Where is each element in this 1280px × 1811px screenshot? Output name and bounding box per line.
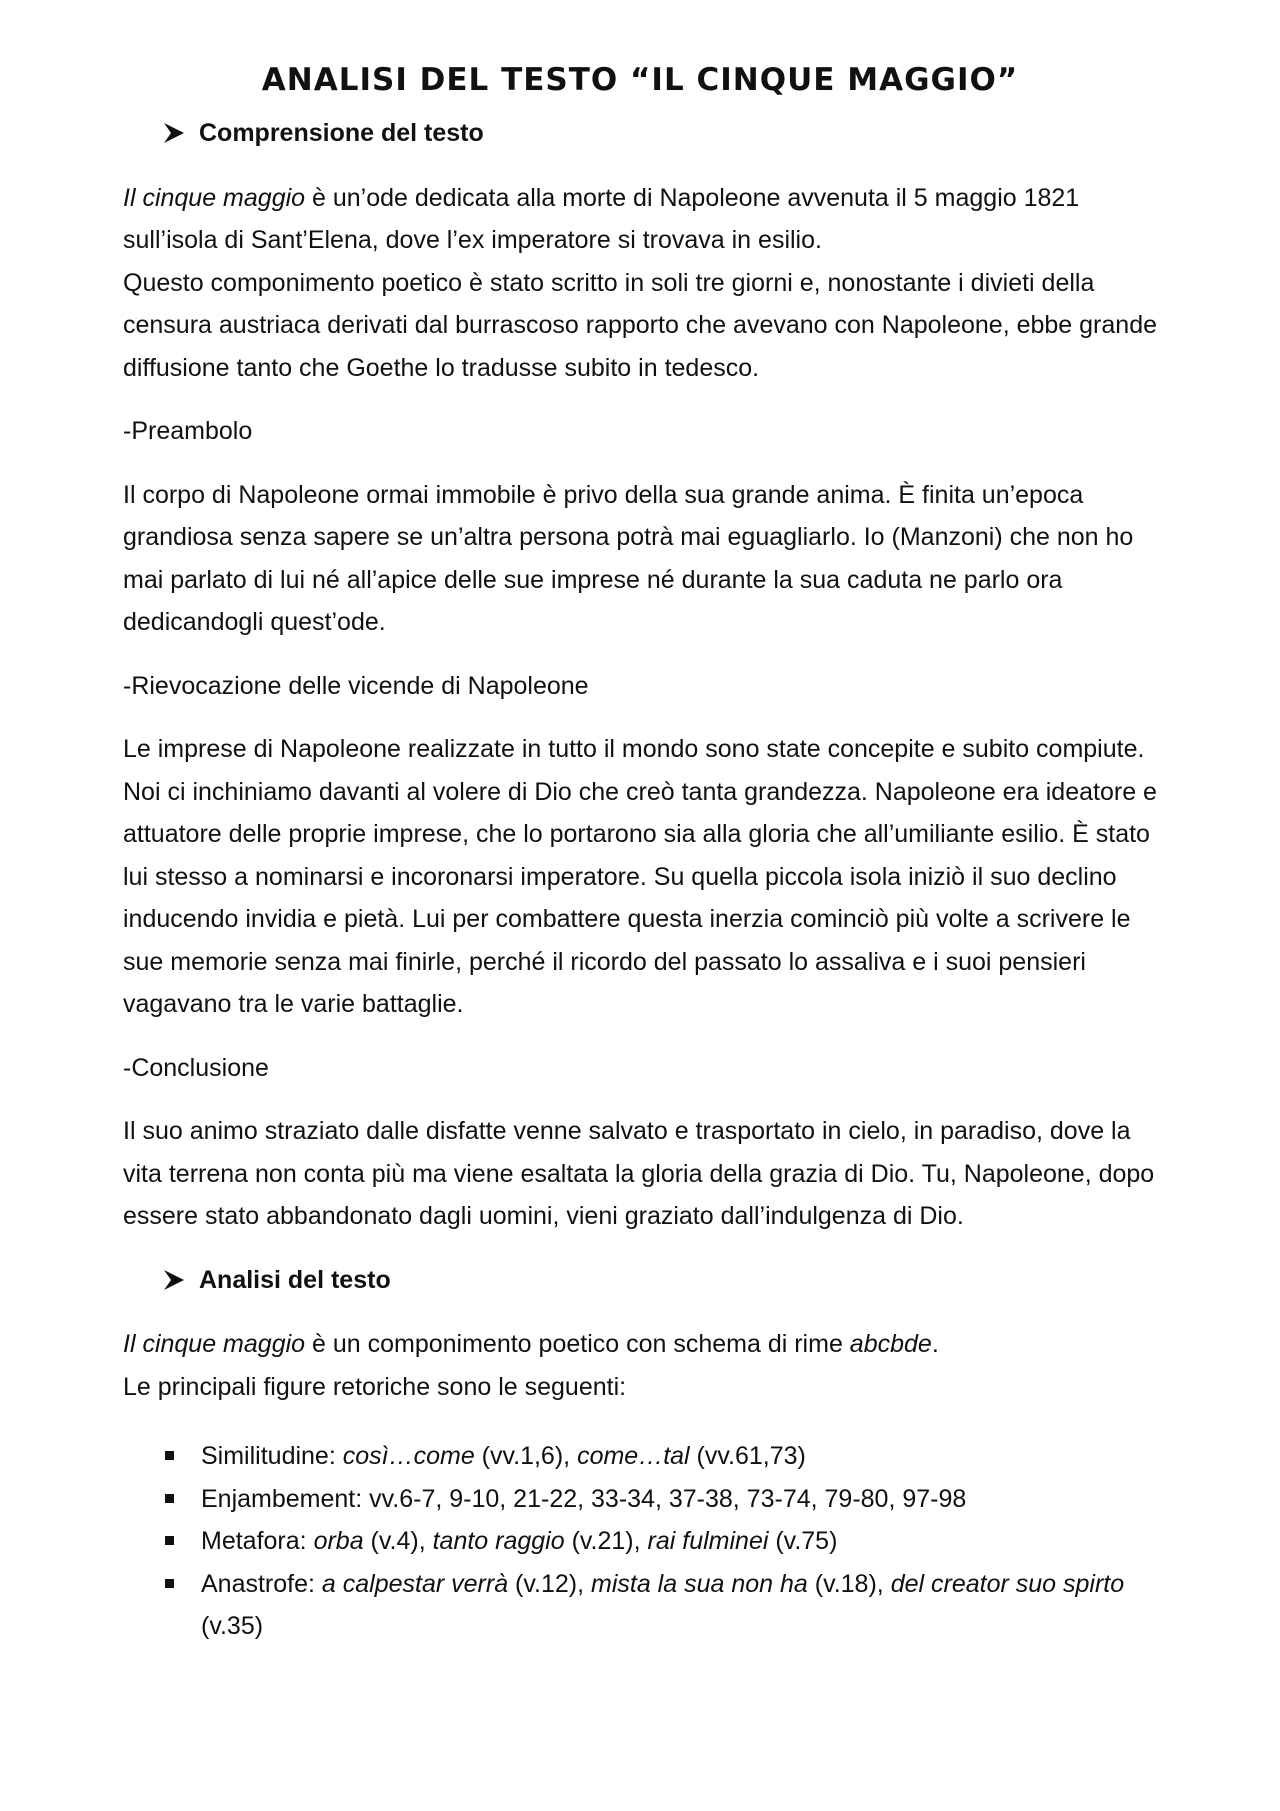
figure-example-italic: rai fulminei xyxy=(647,1527,769,1555)
figure-example-italic: tanto raggio xyxy=(432,1527,565,1555)
square-bullet-icon xyxy=(165,1579,174,1588)
section-heading-comprensione xyxy=(163,112,1173,155)
figure-example-italic: del creator suo spirto xyxy=(890,1569,1125,1598)
arrow-bullet-icon xyxy=(163,1269,199,1291)
paragraph-intro: Il cinque maggio è un’ode dedicata alla morte di Napoleone avvenuta il 5 maggio 1821 sull’isola di Sant’Elena, dove l’ex imperatore si trovava in esilio. xyxy=(123,183,1080,254)
figure-list-item xyxy=(123,1435,1173,1478)
figure-label: Metafora: xyxy=(201,1527,314,1555)
figure-example-italic: a calpestar verrà xyxy=(321,1569,509,1598)
section-comprensione xyxy=(123,112,1173,1648)
figure-list-item xyxy=(123,1478,1173,1521)
square-bullet-icon xyxy=(165,1451,174,1460)
section-heading-analisi xyxy=(163,1259,1173,1302)
figures-intro: Le principali figure retoriche sono le seguenti: xyxy=(123,1372,627,1401)
figure-reference: (v.75) xyxy=(768,1527,838,1555)
figure-reference: (vv.1,6), xyxy=(474,1442,578,1470)
square-bullet-icon xyxy=(165,1536,174,1545)
figure-example-italic: mista la sua non ha xyxy=(591,1569,808,1598)
figure-reference: (v.21), xyxy=(564,1527,648,1555)
preambolo-label: -Preambolo xyxy=(123,417,253,445)
conclusione-text: Il suo animo straziato dalle disfatte venne salvato e trasportato in cielo, in paradiso, dove la vita terrena non conta più ma viene esaltata la gloria della grazia di Dio. Tu, Napoleone, dopo essere stato abbandonato dagli uomini, vieni graziato dall’indulgenza di Dio. xyxy=(123,1117,1155,1230)
figure-reference: (vv.61,73) xyxy=(689,1442,806,1470)
figure-example-italic: così…come xyxy=(342,1442,475,1470)
figure-list-item xyxy=(123,1520,1173,1563)
figure-reference: (v.18), xyxy=(807,1569,891,1598)
heading-text: Analisi del testo xyxy=(199,1265,391,1294)
document-title: ANALISI DEL TESTO “IL CINQUE MAGGIO” xyxy=(261,62,1019,98)
figure-example-italic: come…tal xyxy=(577,1442,690,1470)
paragraph-context: Questo componimento poetico è stato scritto in soli tre giorni e, nonostante i divieti della censura austriaca derivati dal burrascoso rapporto che avevano con Napoleone, ebbe grande diffusione tanto che Goethe lo tradusse subito in tedesco. xyxy=(123,268,1157,382)
heading-text: Comprensione del testo xyxy=(199,119,484,147)
square-bullet-icon xyxy=(165,1494,174,1503)
analisi-intro: Il cinque maggio è un componimento poetico con schema di rime abcbde. xyxy=(123,1330,939,1358)
figure-reference: vv.6-7, 9-10, 21-22, 33-34, 37-38, 73-74, 79-80, 97-98 xyxy=(369,1484,967,1513)
rievocazione-text: Le imprese di Napoleone realizzate in tutto il mondo sono state concepite e subito compiute. Noi ci inchiniamo davanti al volere di Dio che creò tanta grandezza. Napoleone era ideatore e attuatore delle proprie imprese, che lo portarono sia alla gloria che all’umiliante esilio. È stato lui stesso a nominarsi e incoronarsi imperatore. Su quella piccola isola iniziò il suo declino inducendo invidia e pietà. Lui per combattere questa inerzia cominciò più volte a scrivere le sue memorie senza mai finirle, perché il ricordo del passato lo assaliva e i suoi pensieri vagavano tra le varie battaglie. xyxy=(123,735,1157,1018)
poem-title-italic: Il cinque maggio xyxy=(123,183,306,212)
preambolo-text: Il corpo di Napoleone ormai immobile è privo della sua grande anima. È finita un’epoca grandiosa senza sapere se un’altra persona potrà mai eguagliarlo. Io (Manzoni) che non ho mai parlato di lui né all’apice delle sue imprese né durante la sua caduta ne parlo ora dedicandogli quest’ode. xyxy=(123,480,1134,636)
figure-reference: (v.4), xyxy=(363,1527,433,1555)
figures-list xyxy=(123,1435,1173,1648)
figure-label: Anastrofe: xyxy=(201,1569,322,1598)
figure-label: Similitudine: xyxy=(201,1442,343,1470)
figure-reference: (v.12), xyxy=(508,1569,591,1598)
figure-example-italic: orba xyxy=(313,1527,364,1555)
figure-reference: (v.35) xyxy=(201,1612,264,1640)
figure-label: Enjambement: xyxy=(201,1484,370,1513)
conclusione-label: -Conclusione xyxy=(123,1053,269,1082)
figure-list-item xyxy=(123,1563,1173,1648)
rievocazione-label: -Rievocazione delle vicende di Napoleone xyxy=(123,671,589,700)
arrow-bullet-icon xyxy=(163,122,199,144)
